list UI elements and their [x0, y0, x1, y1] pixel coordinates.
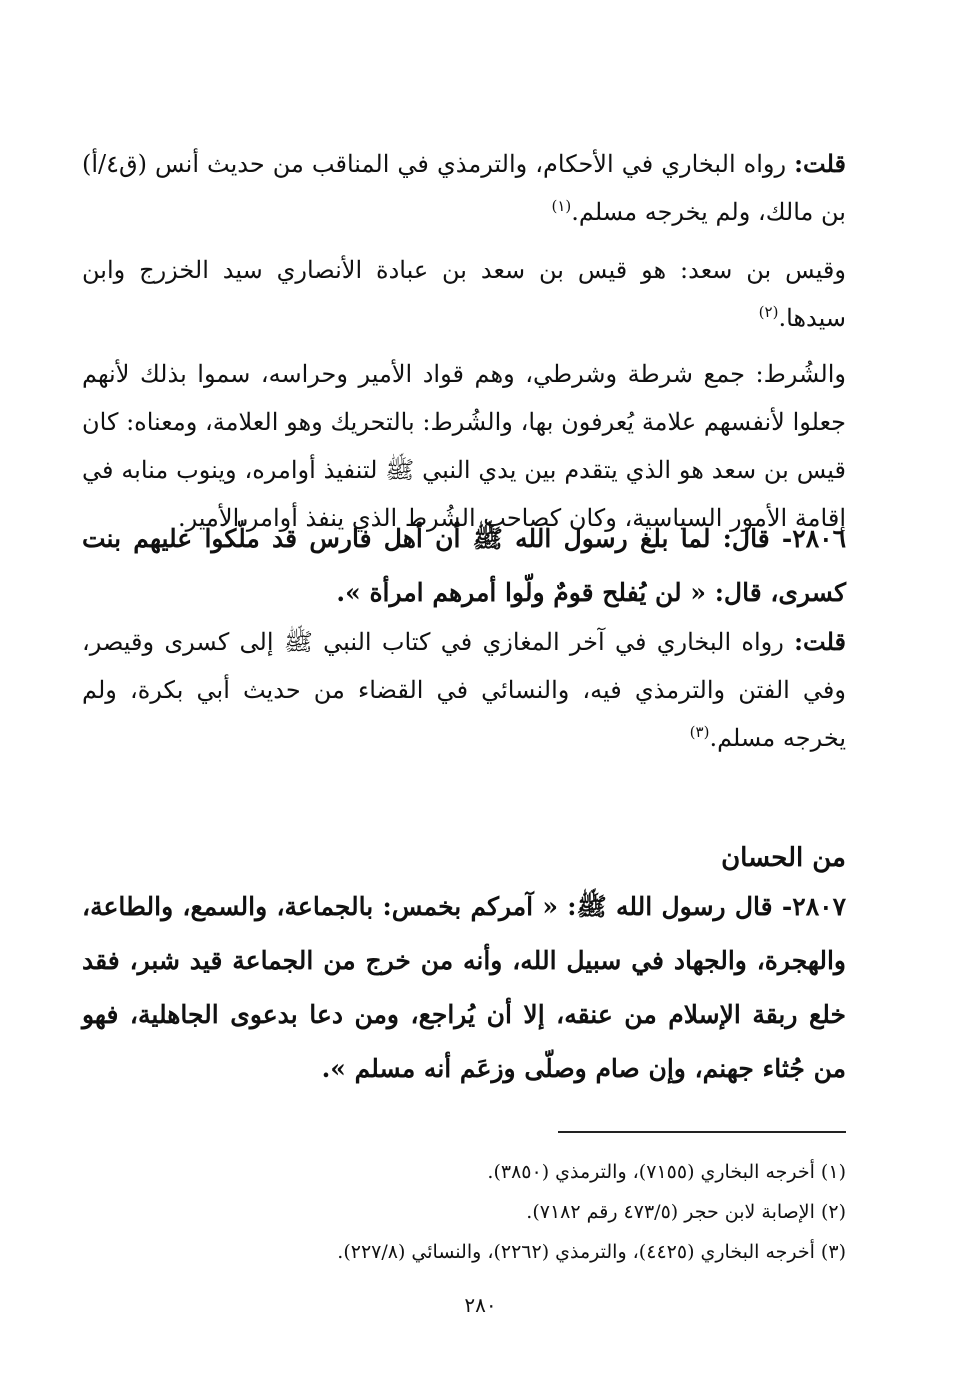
- footnote-3: (٣) أخرجه البخاري (٤٤٢٥)، والترمذي (٢٢٦٢)، والنسائي (٢٢٧/٨).: [337, 1241, 846, 1263]
- commentary-paragraph-4: [82, 618, 846, 762]
- hadith-2806-block: [82, 512, 846, 620]
- footnote-2: (٢) الإصابة لابن حجر (٤٧٣/٥ رقم ٧١٨٢).: [526, 1201, 846, 1223]
- commentary-paragraph-1: [82, 140, 846, 236]
- footnote-marker: (٢): [758, 303, 779, 321]
- footnote-separator: [558, 1131, 846, 1133]
- paragraph-text: والشُرط: جمع شرطة وشرطي، وهم قواد الأمير وحراسه، سموا بذلك لأنهم جعلوا لأنفسهم علامة يُعرفون بها، والشُرط: بالتحريك وهو العلامة، ومعناه: كان قيس بن سعد هو الذي يتقدم بين يدي النبي ﷺ لتنفيذ أوامره، وينوب منابه في إقامة الأمور السياسية، وكان كصاحب الشُرط الذي ينفذ أوامر الأمير.: [82, 360, 847, 532]
- footnote-marker: (١): [551, 197, 572, 215]
- footnote-1: (١) أخرجه البخاري (٧١٥٥)، والترمذي (٣٨٥٠).: [487, 1161, 846, 1183]
- hadith-2807-block: [82, 880, 846, 1096]
- commentary-block-1: [82, 140, 846, 542]
- paragraph-text: رواه البخاري في الأحكام، والترمذي في المناقب من حديث أنس (ق٤/أ) بن مالك، ولم يخرجه مسلم.: [82, 150, 846, 226]
- page-number: ٢٨٠: [464, 1293, 497, 1317]
- section-heading: من الحسان: [721, 843, 846, 873]
- commentary-paragraph-2: [82, 246, 846, 342]
- hadith-2807-text: ٢٨٠٧- قال رسول الله ﷺ: « آمركم بخمس: بالجماعة، والسمع، والطاعة، والهجرة، والجهاد في سبيل الله، وأنه من خرج من الجماعة قيد شبر، فقد خلع ربقة الإسلام من عنقه، إلا أن يُراجع، ومن دعا بدعوى الجاهلية، فهو من جُثاء جهنم، وإن صام وصلّى وزعَم أنه مسلم ».: [82, 892, 846, 1083]
- footnotes: [82, 1152, 846, 1272]
- paragraph-text: رواه البخاري في آخر المغازي في كتاب النبي ﷺ إلى كسرى وقيصر، وفي الفتن والترمذي فيه، والنسائي في القضاء من حديث أبي بكرة، ولم يخرجه مسلم.: [82, 628, 846, 752]
- commentary-block-2: [82, 618, 846, 762]
- paragraph-lead: قلت:: [794, 627, 846, 656]
- paragraph-text: وقيس بن سعد: هو قيس بن سعد بن عبادة الأنصاري سيد الخزرج وابن سيدها.: [82, 256, 846, 332]
- footnote-marker: (٣): [689, 723, 710, 741]
- paragraph-lead: قلت:: [794, 149, 846, 178]
- hadith-2806-text: ٢٨٠٦- قال: لما بلغ رسول الله ﷺ أن أهل فارس قد ملّكوا عليهم بنت كسرى، قال: « لن يُفلح قومٌ ولّوا أمرهم امرأة ».: [82, 524, 846, 607]
